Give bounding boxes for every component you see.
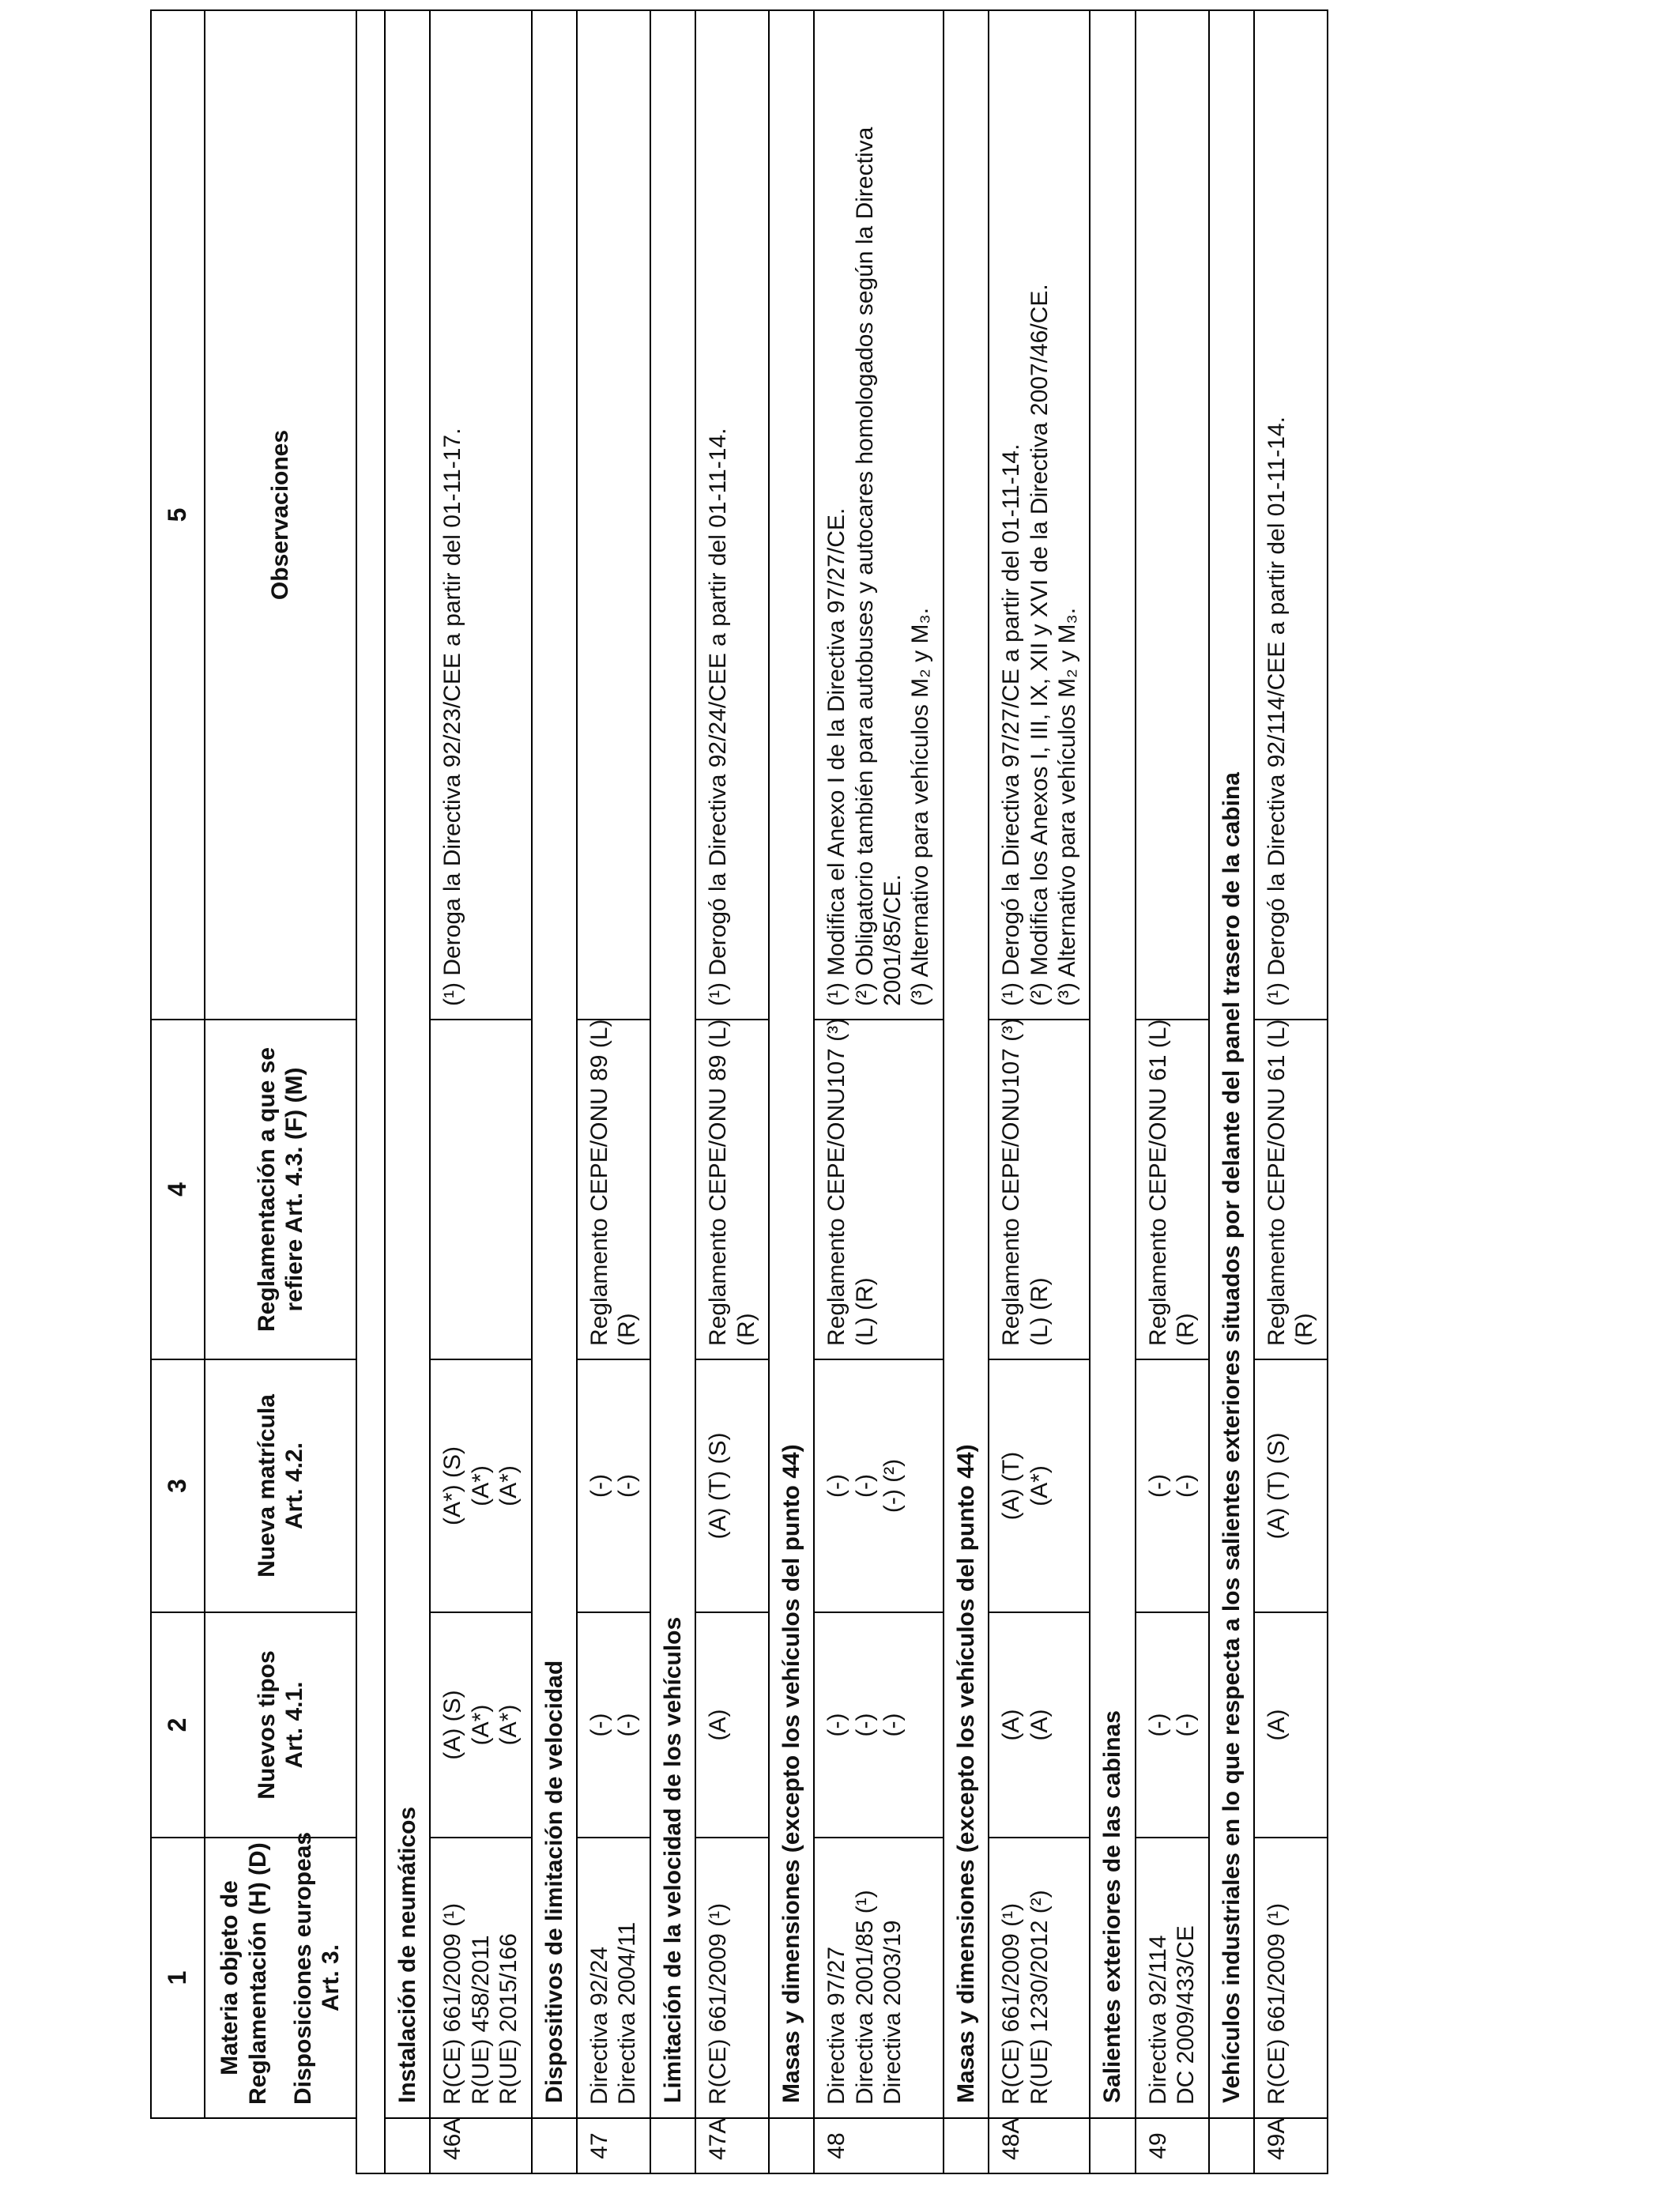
section-title: Dispositivos de limitación de velocidad bbox=[532, 10, 577, 2118]
cell-line: (R) bbox=[733, 1313, 759, 1346]
section-title: Vehículos industriales en lo que respecta a los salientes exteriores situados por delante del panel trasero de la cabina bbox=[1209, 10, 1254, 2118]
cell-line: Reglamento CEPE/ONU107 (³) bbox=[823, 1017, 850, 1346]
cell-col1 bbox=[695, 1838, 769, 2118]
cell-line: (-) bbox=[851, 1474, 878, 1498]
table-row bbox=[430, 10, 531, 2173]
cell-line: Directiva 2003/19 bbox=[880, 1920, 906, 2105]
cell-col5 bbox=[695, 10, 769, 1020]
col-number-2: 2 bbox=[151, 1612, 205, 1838]
cell-line: (R) bbox=[1173, 1313, 1200, 1346]
cell-line: (-) bbox=[1144, 1474, 1171, 1498]
cell-line: (-) bbox=[586, 1474, 612, 1498]
column-number-row bbox=[151, 10, 205, 2173]
section-title: Masas y dimensiones (excepto los vehículos del punto 44) bbox=[769, 10, 814, 2118]
corner-cell-2 bbox=[205, 2118, 356, 2173]
cell-line: (A*) (S) bbox=[439, 1446, 466, 1525]
cell-col2 bbox=[1136, 1612, 1209, 1838]
cell-line: (A) (T) (S) bbox=[1263, 1432, 1290, 1540]
cell-line: (³) Alternativo para vehículos M₂ y M₃. bbox=[907, 607, 934, 1006]
cell-line: Reglamento CEPE/ONU 89 (L) bbox=[586, 1019, 612, 1346]
header-materia: Materia objeto de Reglamentación (H) (D) Disposiciones europeas Art. 3. bbox=[205, 1838, 356, 2118]
table-row bbox=[814, 10, 944, 2173]
cell-col1 bbox=[1254, 1838, 1328, 2118]
section-title: Salientes exteriores de las cabinas bbox=[1090, 10, 1135, 2118]
table-row bbox=[695, 10, 769, 2173]
section-title-row bbox=[532, 10, 577, 2173]
cell-line: (²) Modifica los Anexos I, III, IX, XII y XVI de la Directiva 2007/46/CE. bbox=[1026, 284, 1053, 1006]
section-title-row bbox=[1090, 10, 1135, 2173]
cell-line: (-) bbox=[851, 1713, 878, 1737]
cell-col3 bbox=[577, 1359, 650, 1612]
cell-line: (A*) bbox=[1026, 1465, 1053, 1506]
cell-col2 bbox=[989, 1612, 1090, 1838]
cell-col5 bbox=[814, 10, 944, 1020]
cell-line: R(UE) 458/2011 bbox=[467, 1935, 494, 2105]
cell-line: (A) bbox=[998, 1709, 1025, 1741]
section-title: Limitación de la velocidad de los vehículos bbox=[650, 10, 695, 2118]
cell-line: (-) bbox=[880, 1713, 906, 1737]
cell-col3 bbox=[1136, 1359, 1209, 1612]
section-title: Masas y dimensiones (excepto los vehículos del punto 44) bbox=[944, 10, 989, 2118]
cell-line: (A) (T) bbox=[998, 1451, 1025, 1521]
section-title-row bbox=[1209, 10, 1254, 2173]
section-title: Instalación de neumáticos bbox=[385, 10, 430, 2118]
cell-line: (¹) Derogó la Directiva 97/27/CE a partir del 01-11-14. bbox=[998, 443, 1025, 1006]
table-row bbox=[1254, 10, 1328, 2173]
cell-line: DC 2009/433/CE bbox=[1173, 1925, 1200, 2105]
col-number-3: 3 bbox=[151, 1359, 205, 1612]
row-id: 46A bbox=[430, 2118, 531, 2173]
cell-col1 bbox=[814, 1838, 944, 2118]
cell-line: (A) bbox=[705, 1709, 732, 1741]
cell-line: (A*) bbox=[495, 1704, 522, 1746]
row-id: 47A bbox=[695, 2118, 769, 2173]
cell-line: (²) Obligatorio también para autobuses y autocares homologados según la Directiva 2001/85/CE. bbox=[851, 126, 906, 1006]
row-id: 49A bbox=[1254, 2118, 1328, 2173]
cell-line: (L) (R) bbox=[851, 1277, 878, 1346]
header-nueva-matricula: Nueva matrícula Art. 4.2. bbox=[205, 1359, 356, 1612]
cell-col3 bbox=[814, 1359, 944, 1612]
cell-line: (A*) bbox=[467, 1465, 494, 1506]
cell-col2 bbox=[430, 1612, 531, 1838]
cell-col5 bbox=[989, 10, 1090, 1020]
cell-line: R(UE) 1230/2012 (²) bbox=[1026, 1890, 1053, 2105]
cell-line: Directiva 92/114 bbox=[1144, 1935, 1171, 2105]
cell-col5 bbox=[1136, 10, 1209, 1020]
cell-col4 bbox=[1254, 1020, 1328, 1359]
cell-line: R(UE) 2015/166 bbox=[495, 1933, 522, 2105]
cell-col4 bbox=[577, 1020, 650, 1359]
cell-col1 bbox=[1136, 1838, 1209, 2118]
row-id: 47 bbox=[577, 2118, 650, 2173]
cell-line: (-) bbox=[1173, 1713, 1200, 1737]
cell-line: (-) bbox=[1144, 1713, 1171, 1737]
cell-line: Reglamento CEPE/ONU107 (³) bbox=[998, 1017, 1025, 1346]
cell-line: R(CE) 661/2009 (¹) bbox=[1263, 1902, 1290, 2105]
cell-line: R(CE) 661/2009 (¹) bbox=[439, 1902, 466, 2105]
cell-line: (A) (T) (S) bbox=[705, 1432, 732, 1540]
cell-line: (R) bbox=[1291, 1313, 1318, 1346]
cell-line: (-) bbox=[614, 1713, 641, 1737]
cell-line: Directiva 97/27 bbox=[823, 1946, 850, 2105]
regulation-table bbox=[150, 9, 1328, 2174]
cell-line: (A*) bbox=[495, 1465, 522, 1506]
cell-line: (L) (R) bbox=[1026, 1277, 1053, 1346]
row-id: 48 bbox=[814, 2118, 944, 2173]
section-title-row bbox=[385, 10, 430, 2173]
cell-col4 bbox=[695, 1020, 769, 1359]
cell-col3 bbox=[1254, 1359, 1328, 1612]
cell-line: (A) (S) bbox=[439, 1690, 466, 1760]
cell-line: (¹) Modifica el Anexo I de la Directiva 97/27/CE. bbox=[823, 507, 850, 1006]
row-id: 49 bbox=[1136, 2118, 1209, 2173]
cell-line: Reglamento CEPE/ONU 61 (L) bbox=[1144, 1019, 1171, 1346]
cell-col2 bbox=[814, 1612, 944, 1838]
cell-line: (A) bbox=[1026, 1709, 1053, 1741]
cell-col2 bbox=[1254, 1612, 1328, 1838]
cell-col3 bbox=[695, 1359, 769, 1612]
col-number-4: 4 bbox=[151, 1020, 205, 1359]
cell-line: (A*) bbox=[467, 1704, 494, 1746]
table-body bbox=[385, 10, 1328, 2173]
section-title-row bbox=[650, 10, 695, 2173]
col-number-1: 1 bbox=[151, 1838, 205, 2118]
cell-line: Directiva 2004/11 bbox=[614, 1921, 641, 2105]
table-row bbox=[989, 10, 1090, 2173]
header-observaciones: Observaciones bbox=[205, 10, 356, 1020]
cell-col5 bbox=[430, 10, 531, 1020]
cell-line: (-) bbox=[823, 1713, 850, 1737]
section-title-row bbox=[944, 10, 989, 2173]
cell-line: (¹) Derogó la Directiva 92/114/CEE a partir del 01-11-14. bbox=[1263, 417, 1290, 1006]
cell-line: (-) bbox=[1173, 1474, 1200, 1498]
cell-col1 bbox=[430, 1838, 531, 2118]
cell-col3 bbox=[989, 1359, 1090, 1612]
cell-line: (-) bbox=[586, 1713, 612, 1737]
header-nuevos-tipos: Nuevos tipos Art. 4.1. bbox=[205, 1612, 356, 1838]
cell-col4 bbox=[1136, 1020, 1209, 1359]
cell-line: (-) (²) bbox=[880, 1458, 906, 1514]
table-row bbox=[577, 10, 650, 2173]
cell-line: R(CE) 661/2009 (¹) bbox=[998, 1902, 1025, 2105]
cell-col3 bbox=[430, 1359, 531, 1612]
cell-col4 bbox=[430, 1020, 531, 1359]
cell-line: (-) bbox=[614, 1474, 641, 1498]
cell-col2 bbox=[695, 1612, 769, 1838]
cell-line: (-) bbox=[823, 1474, 850, 1498]
cell-col5 bbox=[577, 10, 650, 1020]
cell-line: (¹) Derogó la Directiva 92/24/CEE a partir del 01-11-14. bbox=[705, 428, 732, 1006]
cell-line: (¹) Deroga la Directiva 92/23/CEE a partir del 01-11-17. bbox=[439, 428, 466, 1006]
cell-line: Directiva 2001/85 (¹) bbox=[851, 1890, 878, 2105]
column-header-row bbox=[205, 10, 356, 2173]
table-row bbox=[1136, 10, 1209, 2173]
cell-col4 bbox=[989, 1017, 1090, 1359]
cell-line: Reglamento CEPE/ONU 61 (L) bbox=[1263, 1019, 1290, 1346]
section-title-row bbox=[769, 10, 814, 2173]
header-reglamentacion: Reglamentación a que se refiere Art. 4.3. (F) (M) bbox=[205, 1020, 356, 1359]
cell-col1 bbox=[577, 1838, 650, 2118]
cell-line: (A) bbox=[1263, 1709, 1290, 1741]
corner-cell bbox=[151, 2118, 205, 2173]
cell-col4 bbox=[814, 1017, 944, 1359]
cell-col2 bbox=[577, 1612, 650, 1838]
cell-line: Reglamento CEPE/ONU 89 (L) bbox=[705, 1019, 732, 1346]
cell-col5 bbox=[1254, 10, 1328, 1020]
cell-col1 bbox=[989, 1838, 1090, 2118]
row-id: 48A bbox=[989, 2118, 1090, 2173]
cell-line: Directiva 92/24 bbox=[586, 1946, 612, 2105]
cell-line: R(CE) 661/2009 (¹) bbox=[705, 1902, 732, 2105]
col-number-5: 5 bbox=[151, 10, 205, 1020]
cell-line: (R) bbox=[614, 1313, 641, 1346]
cell-line: (³) Alternativo para vehículos M₂ y M₃. bbox=[1054, 607, 1081, 1006]
